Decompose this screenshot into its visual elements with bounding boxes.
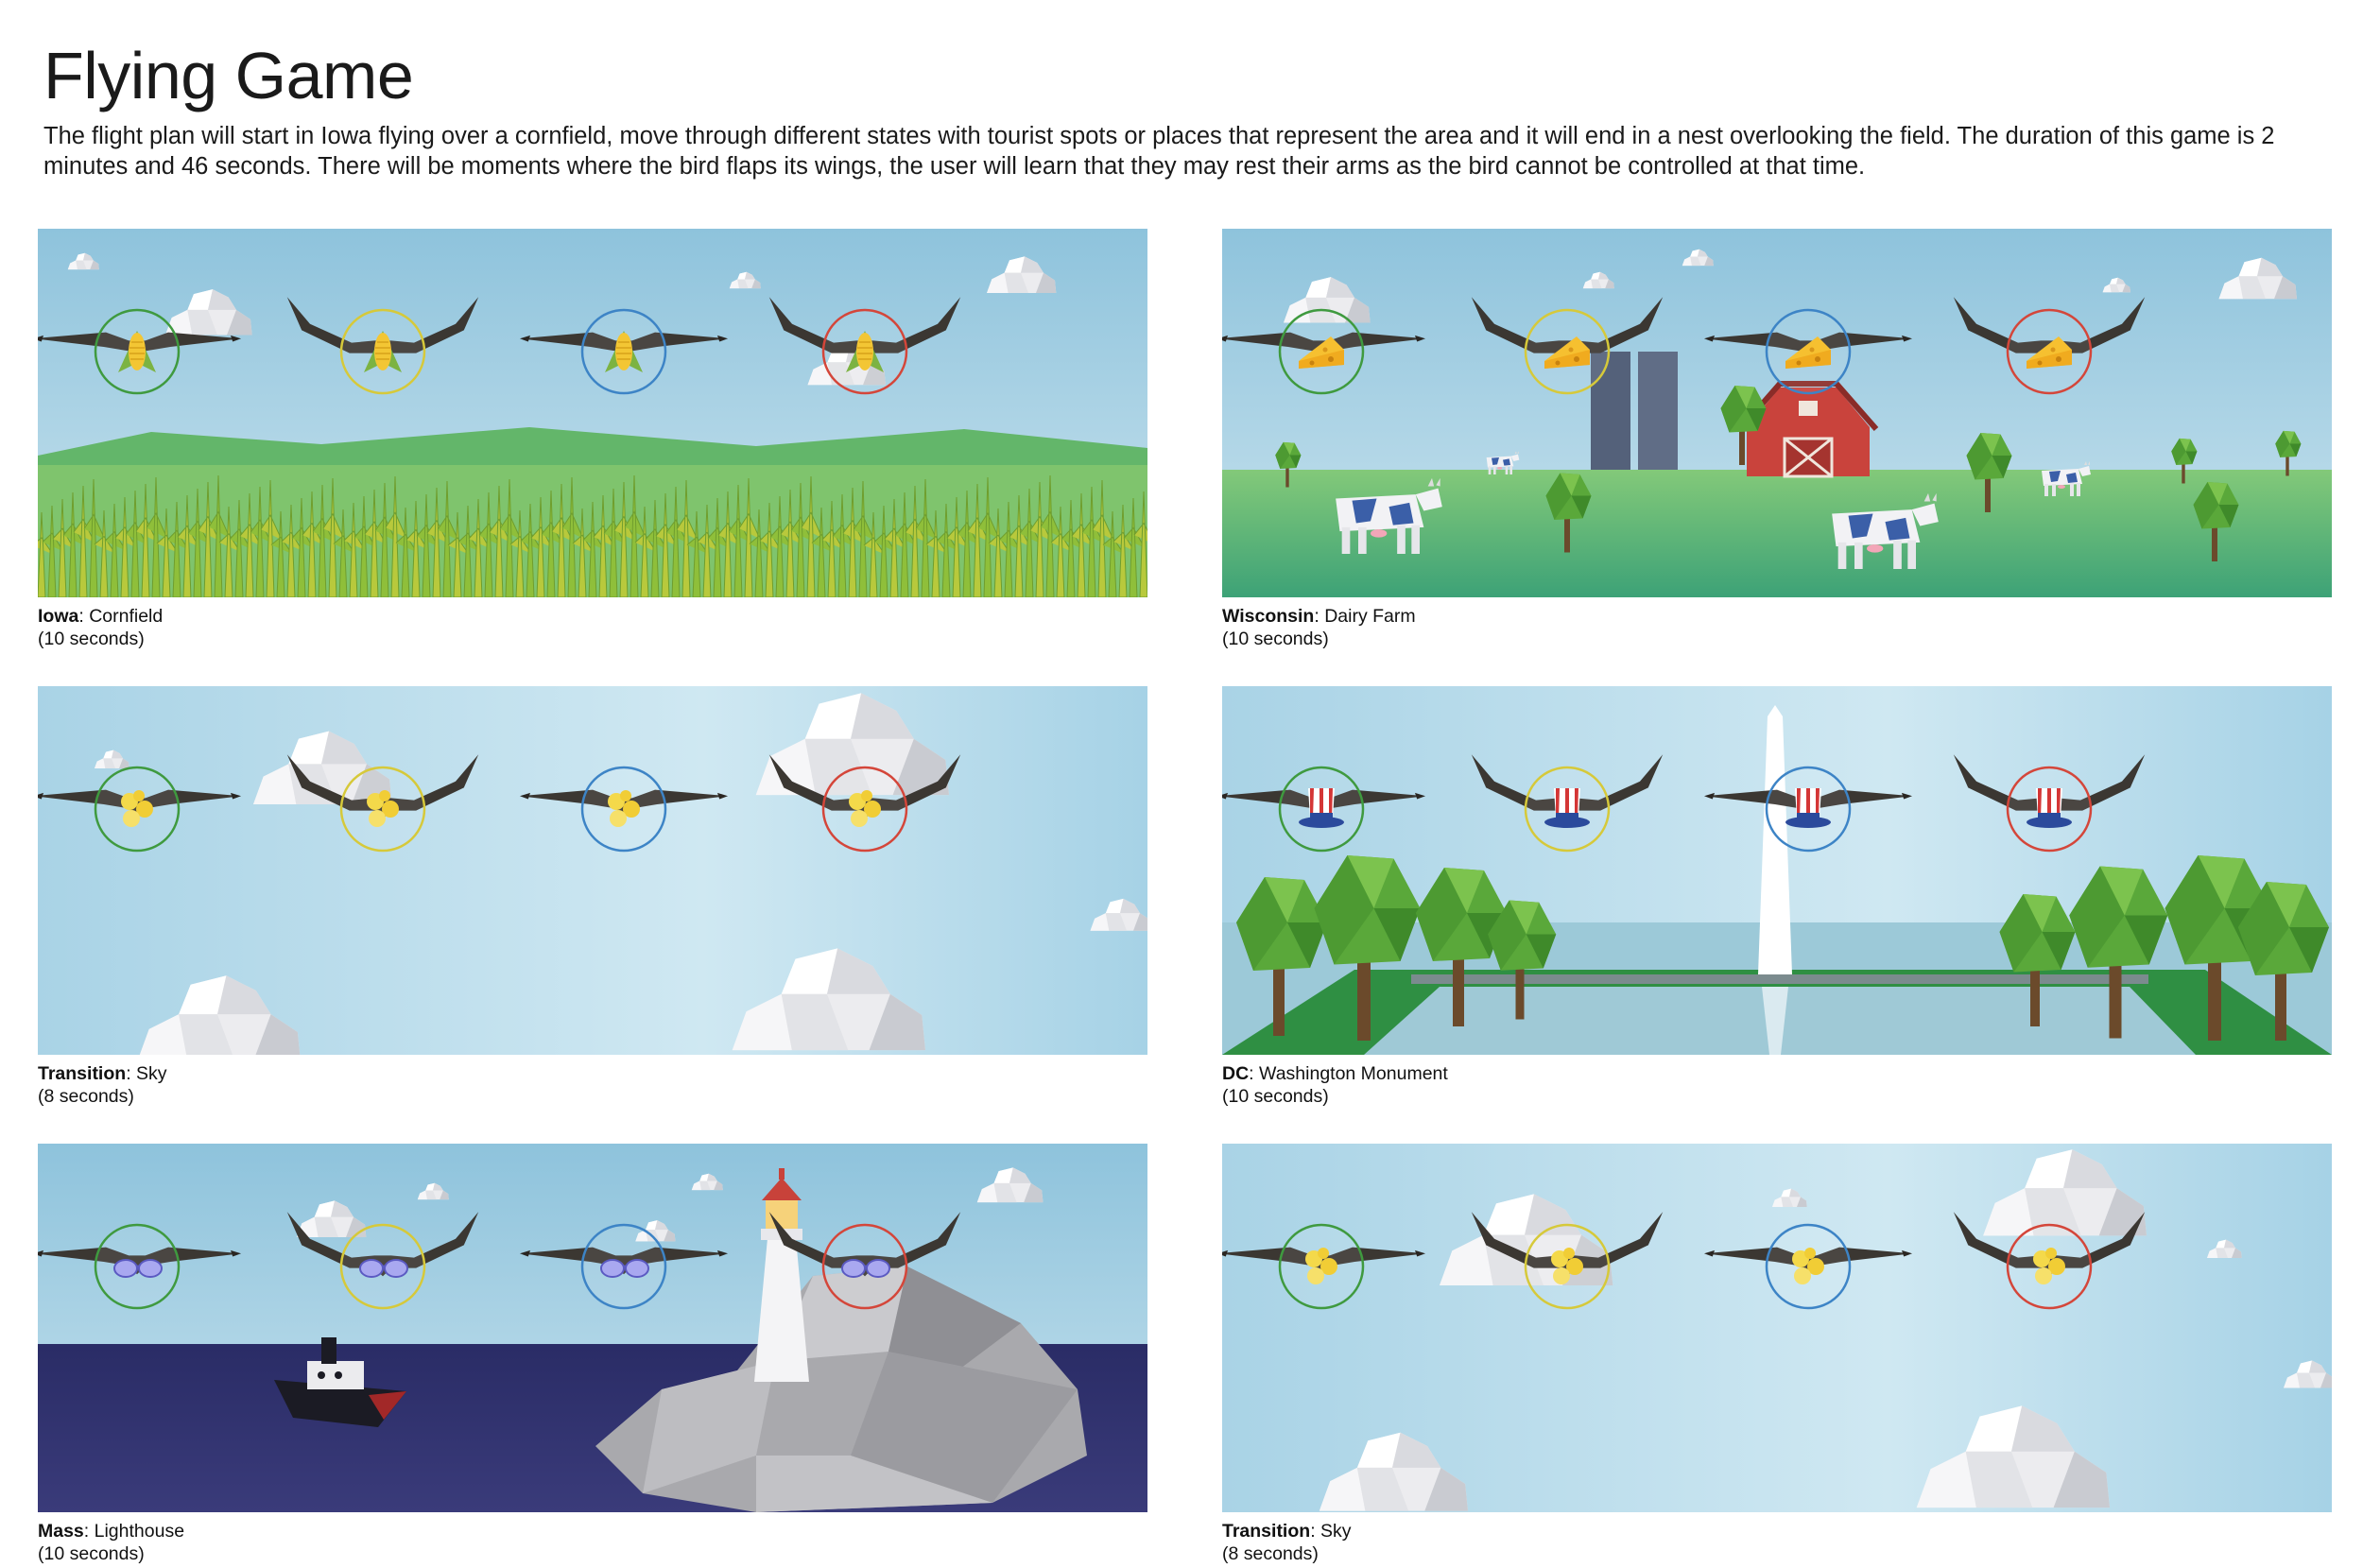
scene-duration: (10 seconds) xyxy=(38,629,145,649)
scene-panel-mass xyxy=(38,1144,1147,1565)
scene-name: Dairy Farm xyxy=(1324,606,1416,627)
intro-paragraph: The flight plan will start in Iowa flying over a cornfield, move through different states with tourist spots or places that represent the area and it will end in a nest overlooking the field. The duration of this game is 2 minutes and 46 seconds. There will be moments where the bird flaps its wings, the user will learn that they may rest their arms as the bird cannot be controlled at that time. xyxy=(43,123,2275,180)
scene-place: Transition xyxy=(38,1063,127,1084)
scene-caption: DC: Washington Monument (10 seconds) xyxy=(1222,1062,2332,1108)
silo xyxy=(1638,352,1678,470)
scene-place: Wisconsin xyxy=(1222,606,1315,627)
scene-illustration-washington-monument xyxy=(1222,686,2332,1055)
scene-illustration-dairy-farm xyxy=(1222,229,2332,597)
scene-name: Cornfield xyxy=(89,606,164,627)
scene-duration: (10 seconds) xyxy=(38,1543,145,1564)
scene-panel-transition-sky xyxy=(1222,1144,2332,1565)
scene-name: Sky xyxy=(136,1063,167,1084)
scene-caption: Iowa: Cornfield (10 seconds) xyxy=(38,605,1147,650)
scene-caption: Transition: Sky (8 seconds) xyxy=(38,1062,1147,1108)
scene-panel-iowa xyxy=(38,229,1147,650)
scene-caption: Mass: Lighthouse (10 seconds) xyxy=(38,1520,1147,1565)
scene-name: Washington Monument xyxy=(1259,1063,1448,1084)
scene-place: DC xyxy=(1222,1063,1250,1084)
page-title: Flying Game xyxy=(43,39,414,112)
scene-panel-transition-sky xyxy=(38,686,1147,1108)
scene-duration: (10 seconds) xyxy=(1222,629,1329,649)
scene-duration: (8 seconds) xyxy=(38,1086,134,1107)
scene-name: Sky xyxy=(1320,1521,1352,1542)
scene-panel-wisconsin xyxy=(1222,229,2332,650)
scene-panel-dc xyxy=(1222,686,2332,1108)
scene-name: Lighthouse xyxy=(94,1521,185,1542)
scene-place: Iowa xyxy=(38,606,79,627)
scene-illustration-lighthouse xyxy=(38,1144,1147,1512)
scene-illustration-sky xyxy=(1222,1144,2332,1512)
scene-place: Transition xyxy=(1222,1521,1311,1542)
scene-caption: Wisconsin: Dairy Farm (10 seconds) xyxy=(1222,605,2332,650)
scene-place: Mass xyxy=(38,1521,84,1542)
scene-duration: (10 seconds) xyxy=(1222,1086,1329,1107)
scene-caption: Transition: Sky (8 seconds) xyxy=(1222,1520,2332,1565)
scene-illustration-cornfield xyxy=(38,229,1147,597)
scene-duration: (8 seconds) xyxy=(1222,1543,1319,1564)
scene-illustration-sky xyxy=(38,686,1147,1055)
